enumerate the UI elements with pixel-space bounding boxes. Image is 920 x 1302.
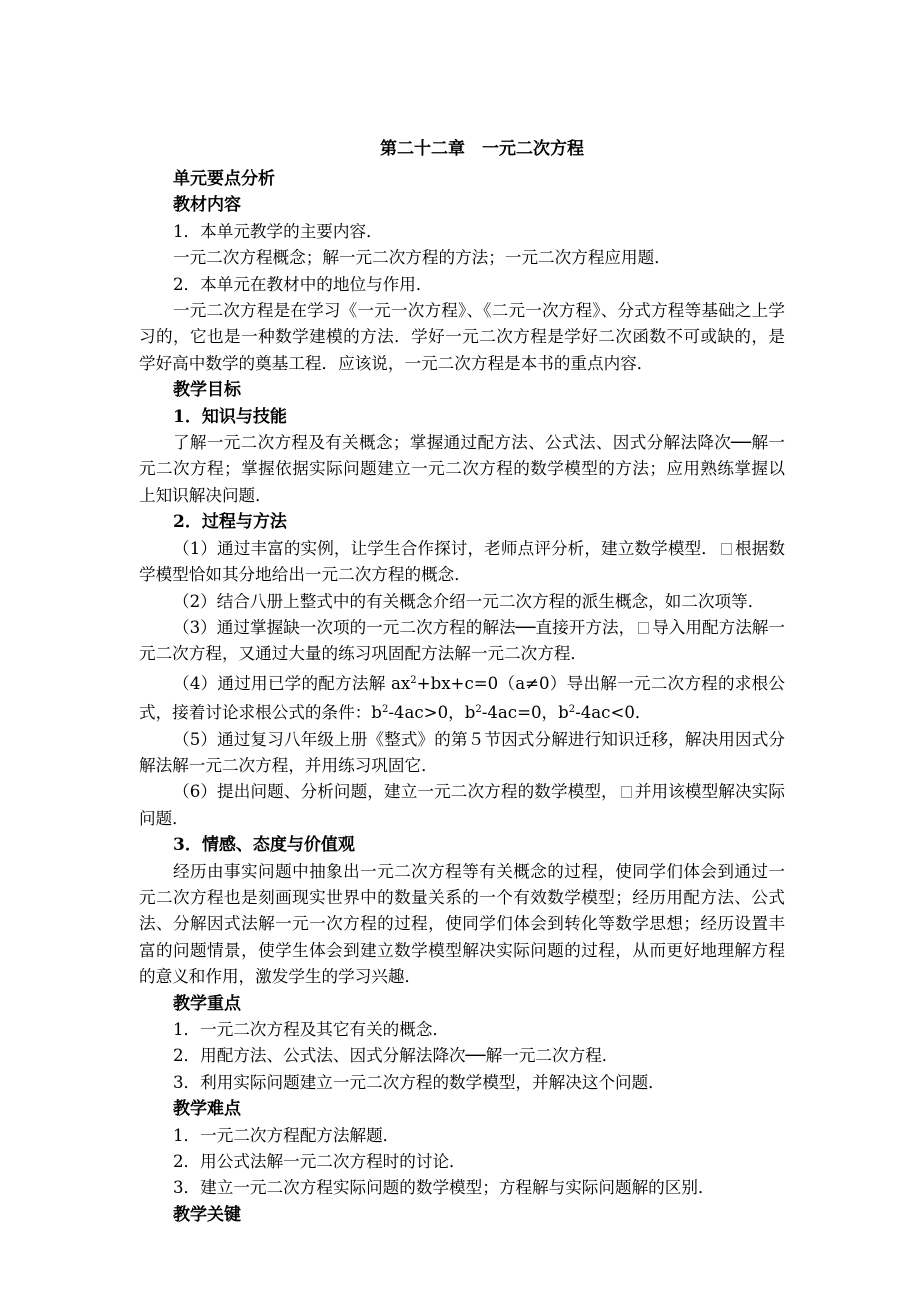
difficulty-item-3: 3．建立一元二次方程实际问题的数学模型；方程解与实际问题解的区别．	[173, 1178, 715, 1198]
goal-2-heading: 2．过程与方法	[173, 512, 287, 533]
goal-1-text: 了解一元二次方程及有关概念；掌握通过配方法、公式法、因式分解法降次──解一元二次方程；掌握依据实际问题建立一元二次方程的数学模型的方法；应用熟练掌握以上知识解决问题．	[139, 433, 785, 505]
focus-item-3: 3．利用实际问题建立一元二次方程的数学模型，并解决这个问题．	[173, 1072, 665, 1092]
content-item-1: 1．本单元教学的主要内容．	[173, 221, 383, 241]
section-heading-content: 教材内容	[173, 195, 241, 216]
difficulty-item-2: 2．用公式法解一元二次方程时的讨论．	[173, 1152, 466, 1172]
section-heading-focus: 教学重点	[173, 993, 241, 1014]
goal-2-item-1-part-b: 根据数学模型恰如其分地给出一元二次方程的概念．	[139, 538, 786, 585]
superscript: 2	[475, 704, 482, 716]
focus-item-1: 1．一元二次方程及其它有关的概念．	[173, 1020, 450, 1039]
goal-3-text: 经历由事实问题中抽象出一元二次方程等有关概念的过程，使同学们体会到通过一元二次方程也是刻画现实世界中的数量关系的一个有效数学模型；经历用配方法、公式法、分解因式法解一元一次方程的过程，使同学们体会到转化等数学思想；经历设置丰富的问题情景，使学生体会到建立数学模型解决实际问题的过程，从而更好地理解方程的意义和作用，激发学生的学习兴趣．	[139, 861, 785, 987]
content-item-2: 2．本单元在教材中的地位与作用．	[173, 274, 433, 294]
goal-2-item-4-part-a: （4）通过用已学的配方法解 ax	[173, 673, 411, 693]
goal-2-item-5: （5）通过复习八年级上册《整式》的第５节因式分解进行知识迁移，解决用因式分解法解一元二次方程，并用练习巩固它．	[139, 729, 785, 775]
goal-2-item-4-part-e: -4ac<0．	[575, 703, 652, 723]
section-heading-goals: 教学目标	[173, 380, 241, 401]
chapter-title: 第二十二章 一元二次方程	[380, 139, 584, 159]
difficulty-item-1: 1．一元二次方程配方法解题．	[173, 1125, 400, 1145]
goal-2-item-6-part-a: （6）提出问题、分析问题，建立一元二次方程的数学模型，	[173, 782, 618, 802]
goal-1-heading: 1．知识与技能	[173, 406, 287, 427]
goal-2-item-1	[139, 536, 785, 589]
placeholder-box-icon	[638, 622, 649, 634]
superscript: 2	[381, 704, 389, 716]
goal-2-item-2: （2）结合八册上整式中的有关概念介绍一元二次方程的派生概念，如二次项等．	[173, 591, 765, 611]
section-heading-key: 教学关键	[173, 1204, 241, 1225]
goal-2-item-6-part-b: 并用该模型解决实际问题．	[139, 782, 786, 828]
superscript: 2	[568, 704, 576, 716]
placeholder-box-icon	[721, 543, 732, 555]
goal-2-item-3	[139, 615, 785, 668]
goal-2-item-4-part-b: +bx+c=0（a≠0）导出解一元二次方程的求根公式，接着讨论求根公式的条件：b	[139, 673, 785, 723]
focus-item-2: 2．用配方法、公式法、因式分解法降次──解一元二次方程．	[173, 1046, 619, 1066]
section-heading-analysis: 单元要点分析	[173, 169, 275, 189]
goal-2-item-6	[139, 779, 785, 832]
goal-2-item-1-part-a: （1）通过丰富的实例，让学生合作探讨，老师点评分析，建立数学模型．	[173, 538, 718, 558]
document-page	[139, 134, 785, 1228]
goal-3-heading: 3．情感、态度与价值观	[173, 835, 355, 856]
superscript: 2	[410, 674, 417, 686]
goal-2-item-3-part-b: 导入用配方法解一元二次方程，又通过大量的练习巩固配方法解一元二次方程．	[139, 617, 785, 664]
content-item-1-text: 一元二次方程概念；解一元二次方程的方法；一元二次方程应用题．	[173, 248, 671, 268]
section-heading-difficulty: 教学难点	[173, 1099, 241, 1120]
content-item-2-text: 一元二次方程是在学习《一元一次方程》、《二元一次方程》、分式方程等基础之上学习的，它也是一种数学建模的方法．学好一元二次方程是学好二次函数不可或缺的，是学好高中数学的奠基工程．应该说，一元二次方程是本书的重点内容．	[139, 301, 785, 373]
goal-2-item-4-part-d: -4ac=0，b	[481, 703, 569, 723]
placeholder-box-icon	[621, 786, 632, 798]
goal-2-item-3-part-a: （3）通过掌握缺一次项的一元二次方程的解法──直接开方法，	[173, 617, 636, 637]
goal-2-item-4	[139, 668, 785, 727]
goal-2-item-4-part-c: -4ac>0，b	[388, 703, 476, 723]
